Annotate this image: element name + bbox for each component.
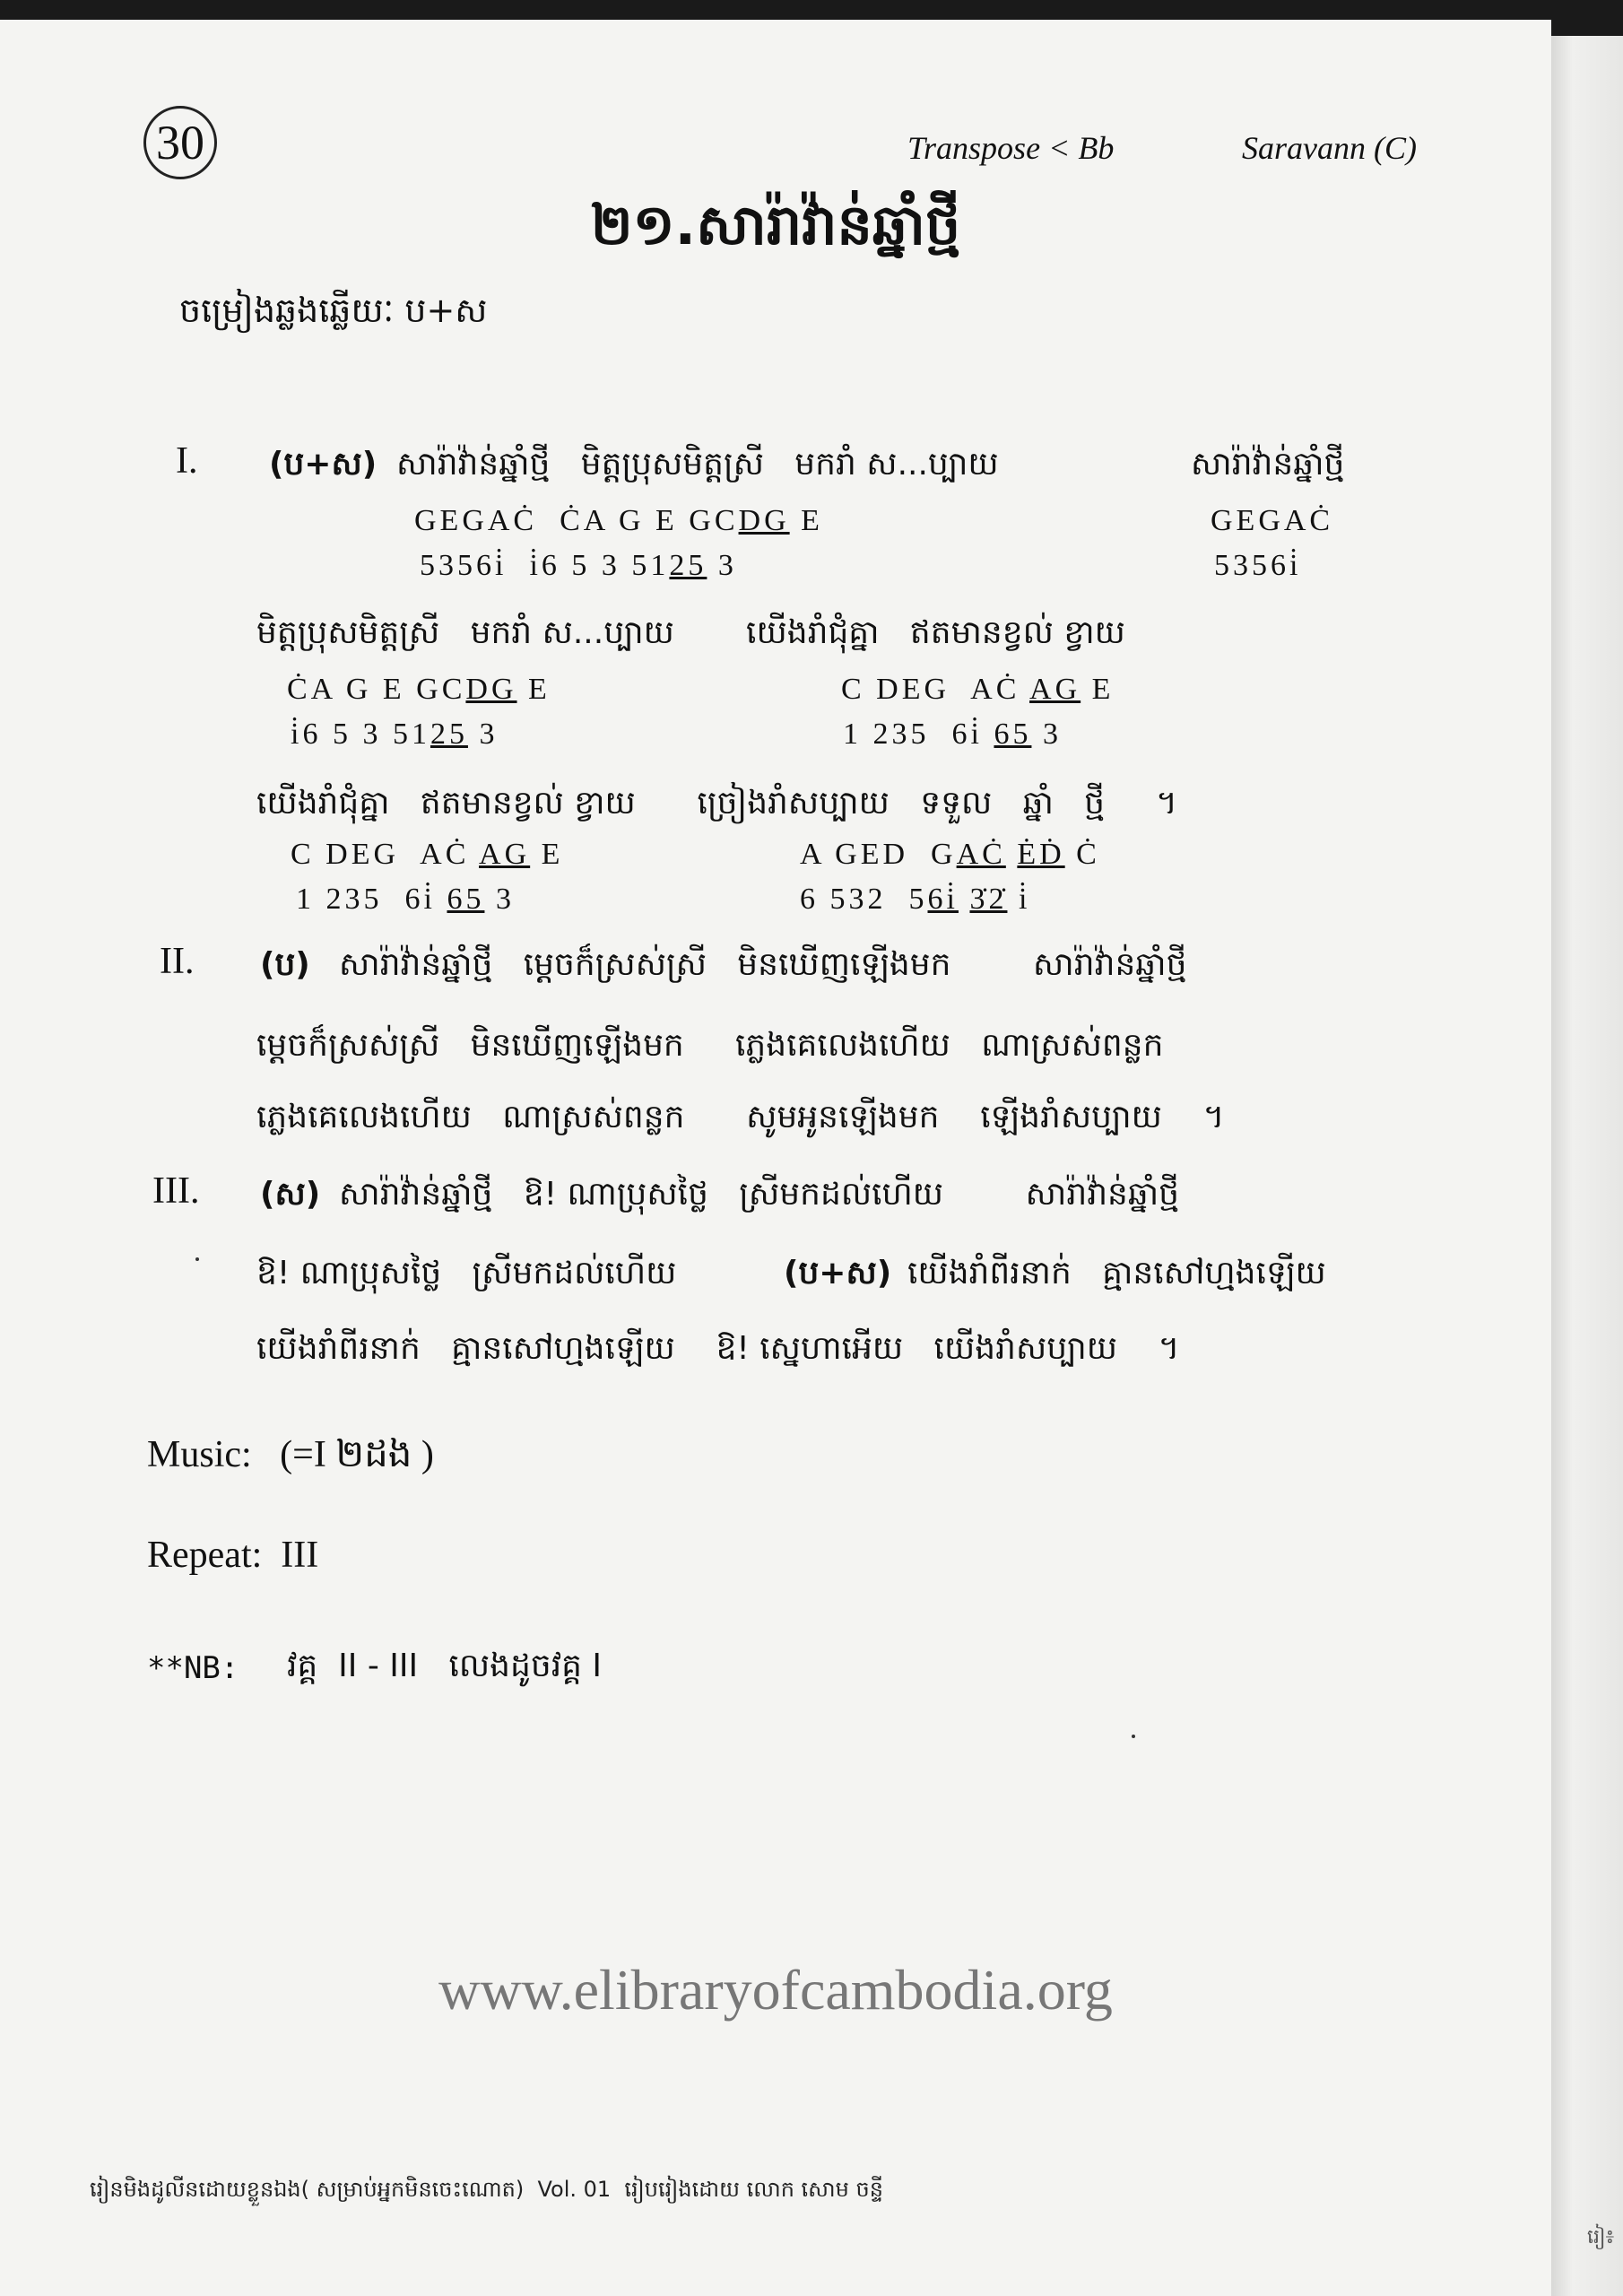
- verse-3-label: III.: [152, 1170, 200, 1212]
- verse-3-tag: (ស): [260, 1176, 321, 1213]
- verse-3-lyric-1: សារ៉ាវ៉ាន់ឆ្នាំថ្មី ឱ! ណាប្រុសថ្លៃ ស្រីមកដល់ហើយ សារ៉ាវ៉ាន់ឆ្នាំថ្មី: [339, 1176, 1180, 1213]
- next-page-edge: [1551, 36, 1623, 2296]
- edge-text: រៀ៖: [1587, 2226, 1615, 2248]
- music-note: Music: (=I ២ដង ): [147, 1434, 434, 1475]
- verse-2-label: II.: [160, 941, 195, 982]
- verse-2-lyric-1: សារ៉ាវ៉ាន់ឆ្នាំថ្មី ម្ដេចក៏ស្រស់ស្រី មិនឃើញឡើងមក សារ៉ាវ៉ាន់ឆ្នាំថ្មី: [339, 946, 1187, 983]
- verse-1-lyric-1: សារ៉ាវ៉ាន់ឆ្នាំថ្មី មិត្តប្រុសមិត្តស្រី មករាំ ស...ប្បាយ: [396, 446, 999, 483]
- verse-2-tag: (ប): [260, 946, 310, 983]
- verse-1-digits-1b: 5356i̇: [1214, 549, 1302, 582]
- verse-1-digits-3b: 6 532 56i̇ 3̇2̇ i̇: [800, 883, 1031, 916]
- page-footer: រៀនមិងដូលីនដោយខ្លួនឯង( សម្រាប់អ្នកមិនចេះណោត) Vol. 01 រៀបរៀងដោយ លោក សោម ចន្ទី: [90, 2177, 883, 2202]
- verse-1-lyric-2: មិត្តប្រុសមិត្តស្រី មករាំ ស...ប្បាយ យើងរាំជុំគ្នា ឥតមានខ្វល់ ខ្វាយ: [256, 614, 1125, 651]
- verse-1-lyric-1b: សារ៉ាវ៉ាន់ឆ្នាំថ្មី: [1191, 446, 1345, 483]
- verse-1-notes-1: GEGAĊ ĊA G E GCDG E: [414, 504, 823, 537]
- song-title: ២១.សារ៉ាវ៉ាន់ឆ្នាំថ្មី: [590, 192, 961, 257]
- page: [0, 20, 1551, 2296]
- verse-3-lyric-2-tag: (ប+ស): [784, 1255, 892, 1292]
- nb-label: **NB:: [147, 1650, 239, 1686]
- verse-3-lyric-3: យើងរាំពីរនាក់ គ្មានសៅហ្មងឡើយ ឱ! ស្នេហាអើយ យើងរាំសប្បាយ ។: [256, 1330, 1180, 1367]
- verse-1-digits-1: 5356i̇ i̇6 5 3 5125 3: [420, 549, 737, 582]
- transpose-note: Transpose < Bb: [907, 130, 1115, 166]
- song-subtitle: ចម្រៀងឆ្លងឆ្លើយៈ ប+ស: [179, 291, 488, 330]
- verse-1-notes-3b: A GED GAĊ ĖḊ Ċ: [800, 838, 1100, 871]
- verse-1-notes-2b: C DEG AĊ AG E: [841, 673, 1115, 706]
- website-watermark: www.elibraryofcambodia.org: [438, 1958, 1113, 2022]
- verse-3-lyric-2a: ឱ! ណាប្រុសថ្លៃ ស្រីមកដល់ហើយ: [256, 1255, 677, 1292]
- verse-2-lyric-3: ភ្លេងគេលេងហើយ ណាស្រស់ពន្លក សូមអូនឡើងមក ឡើងរាំសប្បាយ ។: [256, 1099, 1225, 1135]
- verse-1-label: I.: [176, 440, 198, 482]
- verse-1-lyric-3: យើងរាំជុំគ្នា ឥតមានខ្វល់ ខ្វាយ ច្រៀងរាំសប្បាយ ទទួល ឆ្នាំ ថ្មី ។: [256, 785, 1177, 822]
- verse-1-digits-2: i̇6 5 3 5125 3: [291, 718, 499, 751]
- verse-1-notes-1b: GEGAĊ: [1211, 504, 1334, 537]
- repeat-note: Repeat: III: [147, 1535, 319, 1576]
- verse-1-digits-3: 1 235 6i̇ 65 3: [296, 883, 515, 916]
- page-number: 30: [143, 106, 217, 179]
- verse-2-lyric-2: ម្ដេចក៏ស្រស់ស្រី មិនឃើញឡើងមក ភ្លេងគេលេងហើយ ណាស្រស់ពន្លក: [256, 1027, 1164, 1064]
- verse-1-tag: (ប+ស): [269, 446, 378, 483]
- verse-1-notes-3: C DEG AĊ AG E: [291, 838, 564, 871]
- nb-text: វគ្គ II - III លេងដូចវគ្គ I: [287, 1648, 603, 1684]
- verse-3-lyric-2b: យើងរាំពីរនាក់ គ្មានសៅហ្មងឡើយ: [907, 1255, 1326, 1292]
- author-credit: Saravann (C): [1242, 130, 1417, 166]
- verse-1-digits-2b: 1 235 6i̇ 65 3: [843, 718, 1062, 751]
- verse-1-notes-2: ĊA G E GCDG E: [287, 673, 551, 706]
